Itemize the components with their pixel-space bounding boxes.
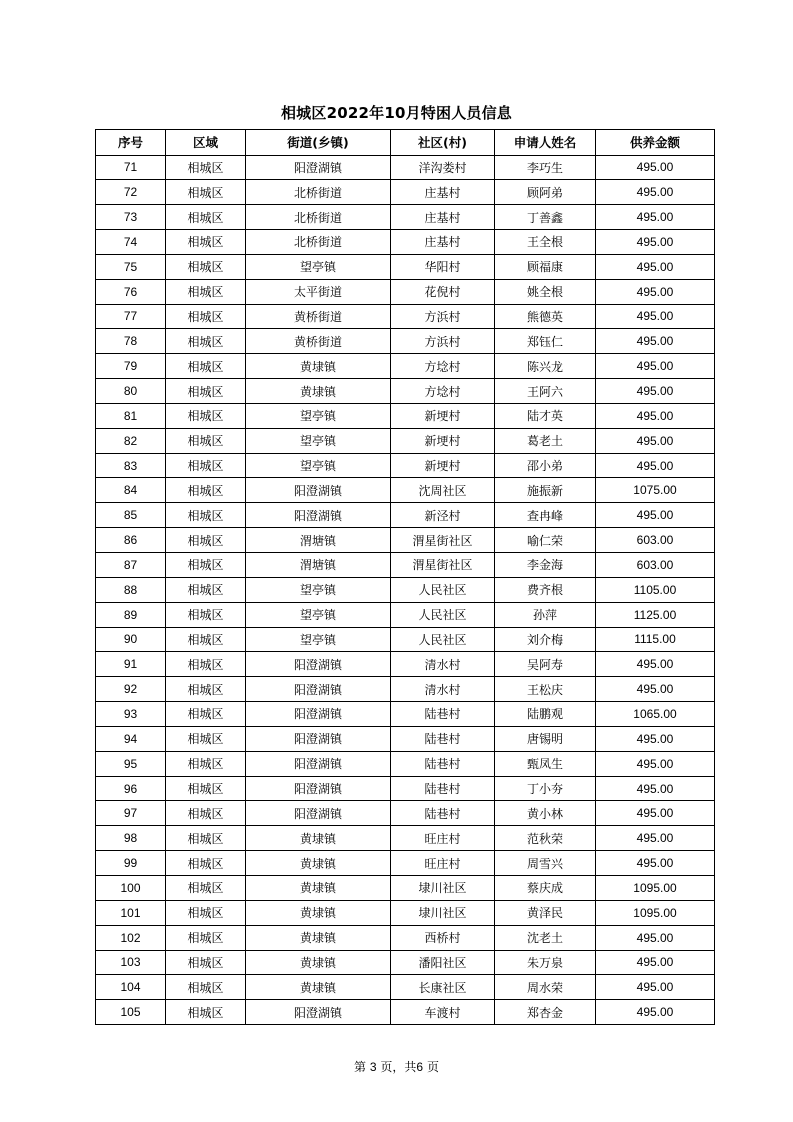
cell-street-town: 望亭镇	[246, 428, 391, 453]
cell-applicant-name: 顾福康	[495, 254, 596, 279]
cell-region: 相城区	[166, 553, 246, 578]
cell-street-town: 阳澄湖镇	[246, 503, 391, 528]
cell-applicant-name: 刘介梅	[495, 627, 596, 652]
cell-serial-number: 98	[96, 826, 166, 851]
cell-support-amount: 495.00	[596, 403, 715, 428]
cell-community-village: 洋沟娄村	[391, 155, 495, 180]
cell-community-village: 方浜村	[391, 329, 495, 354]
table-row	[96, 875, 715, 900]
table-row	[96, 627, 715, 652]
cell-region: 相城区	[166, 453, 246, 478]
cell-serial-number: 77	[96, 304, 166, 329]
cell-street-town: 阳澄湖镇	[246, 478, 391, 503]
cell-community-village: 陆巷村	[391, 702, 495, 727]
cell-applicant-name: 邵小弟	[495, 453, 596, 478]
cell-street-town: 渭塘镇	[246, 553, 391, 578]
cell-region: 相城区	[166, 702, 246, 727]
cell-community-village: 庄基村	[391, 180, 495, 205]
cell-street-town: 黄埭镇	[246, 354, 391, 379]
cell-serial-number: 89	[96, 602, 166, 627]
cell-serial-number: 102	[96, 925, 166, 950]
table-body	[96, 155, 715, 1025]
cell-community-village: 方埝村	[391, 379, 495, 404]
cell-support-amount: 495.00	[596, 453, 715, 478]
cell-region: 相城区	[166, 776, 246, 801]
table-row	[96, 652, 715, 677]
cell-support-amount: 1095.00	[596, 875, 715, 900]
cell-support-amount: 495.00	[596, 329, 715, 354]
cell-applicant-name: 唐锡明	[495, 726, 596, 751]
cell-applicant-name: 姚全根	[495, 279, 596, 304]
cell-street-town: 阳澄湖镇	[246, 776, 391, 801]
cell-region: 相城区	[166, 726, 246, 751]
cell-community-village: 车渡村	[391, 1000, 495, 1025]
cell-region: 相城区	[166, 602, 246, 627]
cell-applicant-name: 朱万泉	[495, 950, 596, 975]
cell-street-town: 阳澄湖镇	[246, 1000, 391, 1025]
cell-community-village: 花倪村	[391, 279, 495, 304]
cell-applicant-name: 陈兴龙	[495, 354, 596, 379]
cell-community-village: 陆巷村	[391, 776, 495, 801]
cell-support-amount: 495.00	[596, 950, 715, 975]
cell-community-village: 旺庄村	[391, 826, 495, 851]
table-row	[96, 801, 715, 826]
table-row	[96, 900, 715, 925]
cell-region: 相城区	[166, 379, 246, 404]
cell-community-village: 清水村	[391, 652, 495, 677]
cell-region: 相城区	[166, 403, 246, 428]
table-row	[96, 453, 715, 478]
table-row	[96, 702, 715, 727]
cell-support-amount: 495.00	[596, 379, 715, 404]
cell-support-amount: 495.00	[596, 826, 715, 851]
cell-community-village: 新埂村	[391, 453, 495, 478]
cell-community-village: 陆巷村	[391, 726, 495, 751]
cell-applicant-name: 陆鹏观	[495, 702, 596, 727]
cell-serial-number: 101	[96, 900, 166, 925]
cell-serial-number: 72	[96, 180, 166, 205]
cell-region: 相城区	[166, 329, 246, 354]
cell-applicant-name: 郑杏金	[495, 1000, 596, 1025]
personnel-table	[95, 129, 715, 1025]
header-community-village: 社区(村)	[391, 130, 495, 156]
cell-applicant-name: 丁小夯	[495, 776, 596, 801]
cell-serial-number: 100	[96, 875, 166, 900]
cell-street-town: 望亭镇	[246, 453, 391, 478]
cell-support-amount: 495.00	[596, 1000, 715, 1025]
cell-serial-number: 94	[96, 726, 166, 751]
cell-applicant-name: 吴阿寿	[495, 652, 596, 677]
cell-region: 相城区	[166, 677, 246, 702]
table-row	[96, 528, 715, 553]
cell-region: 相城区	[166, 950, 246, 975]
table-row	[96, 677, 715, 702]
table-row	[96, 776, 715, 801]
cell-street-town: 望亭镇	[246, 602, 391, 627]
cell-region: 相城区	[166, 851, 246, 876]
cell-region: 相城区	[166, 975, 246, 1000]
cell-street-town: 阳澄湖镇	[246, 726, 391, 751]
table-row	[96, 205, 715, 230]
cell-support-amount: 495.00	[596, 776, 715, 801]
cell-street-town: 北桥街道	[246, 205, 391, 230]
cell-region: 相城区	[166, 205, 246, 230]
table-row	[96, 726, 715, 751]
cell-community-village: 人民社区	[391, 602, 495, 627]
cell-street-town: 黄埭镇	[246, 975, 391, 1000]
table-row	[96, 577, 715, 602]
cell-support-amount: 1075.00	[596, 478, 715, 503]
cell-applicant-name: 周水荣	[495, 975, 596, 1000]
cell-serial-number: 105	[96, 1000, 166, 1025]
cell-street-town: 阳澄湖镇	[246, 652, 391, 677]
cell-community-village: 庄基村	[391, 205, 495, 230]
header-support-amount: 供养金额	[596, 130, 715, 156]
cell-serial-number: 75	[96, 254, 166, 279]
cell-community-village: 长康社区	[391, 975, 495, 1000]
cell-street-town: 望亭镇	[246, 577, 391, 602]
cell-applicant-name: 查冉峰	[495, 503, 596, 528]
table-row	[96, 503, 715, 528]
cell-support-amount: 1095.00	[596, 900, 715, 925]
cell-serial-number: 78	[96, 329, 166, 354]
cell-region: 相城区	[166, 354, 246, 379]
table-row	[96, 279, 715, 304]
cell-street-town: 渭塘镇	[246, 528, 391, 553]
cell-region: 相城区	[166, 875, 246, 900]
cell-community-village: 清水村	[391, 677, 495, 702]
cell-region: 相城区	[166, 900, 246, 925]
cell-serial-number: 76	[96, 279, 166, 304]
cell-applicant-name: 甄凤生	[495, 751, 596, 776]
cell-community-village: 渭星街社区	[391, 553, 495, 578]
footer-total-pages: 6	[416, 1060, 424, 1074]
cell-support-amount: 1125.00	[596, 602, 715, 627]
cell-serial-number: 90	[96, 627, 166, 652]
cell-support-amount: 495.00	[596, 279, 715, 304]
table-row	[96, 751, 715, 776]
cell-serial-number: 92	[96, 677, 166, 702]
table-row	[96, 826, 715, 851]
cell-support-amount: 495.00	[596, 851, 715, 876]
cell-street-town: 黄埭镇	[246, 925, 391, 950]
table-row	[96, 428, 715, 453]
cell-region: 相城区	[166, 751, 246, 776]
cell-serial-number: 84	[96, 478, 166, 503]
cell-community-village: 新埂村	[391, 428, 495, 453]
cell-applicant-name: 郑钰仁	[495, 329, 596, 354]
cell-street-town: 黄埭镇	[246, 851, 391, 876]
header-serial-number: 序号	[96, 130, 166, 156]
footer-page-number: 3	[369, 1060, 377, 1074]
cell-applicant-name: 黄小林	[495, 801, 596, 826]
table-row	[96, 379, 715, 404]
cell-region: 相城区	[166, 826, 246, 851]
cell-support-amount: 1065.00	[596, 702, 715, 727]
cell-region: 相城区	[166, 478, 246, 503]
cell-region: 相城区	[166, 304, 246, 329]
cell-support-amount: 495.00	[596, 751, 715, 776]
cell-applicant-name: 顾阿弟	[495, 180, 596, 205]
cell-support-amount: 495.00	[596, 155, 715, 180]
cell-serial-number: 80	[96, 379, 166, 404]
cell-region: 相城区	[166, 577, 246, 602]
cell-support-amount: 495.00	[596, 652, 715, 677]
cell-applicant-name: 喻仁荣	[495, 528, 596, 553]
cell-street-town: 黄桥街道	[246, 329, 391, 354]
cell-community-village: 方浜村	[391, 304, 495, 329]
cell-serial-number: 97	[96, 801, 166, 826]
cell-community-village: 埭川社区	[391, 875, 495, 900]
cell-region: 相城区	[166, 279, 246, 304]
footer-prefix: 第	[354, 1060, 367, 1074]
table-row	[96, 925, 715, 950]
table-row	[96, 1000, 715, 1025]
cell-street-town: 望亭镇	[246, 254, 391, 279]
cell-serial-number: 71	[96, 155, 166, 180]
cell-region: 相城区	[166, 155, 246, 180]
cell-community-village: 西桥村	[391, 925, 495, 950]
cell-support-amount: 495.00	[596, 726, 715, 751]
cell-community-village: 庄基村	[391, 230, 495, 255]
cell-serial-number: 81	[96, 403, 166, 428]
cell-serial-number: 86	[96, 528, 166, 553]
page-footer	[0, 1058, 793, 1075]
table-row	[96, 478, 715, 503]
cell-region: 相城区	[166, 627, 246, 652]
cell-applicant-name: 陆才英	[495, 403, 596, 428]
table-row	[96, 602, 715, 627]
cell-serial-number: 73	[96, 205, 166, 230]
cell-serial-number: 96	[96, 776, 166, 801]
table-row	[96, 254, 715, 279]
cell-applicant-name: 王阿六	[495, 379, 596, 404]
footer-suffix: 页	[426, 1060, 439, 1074]
cell-community-village: 新埂村	[391, 403, 495, 428]
table-row	[96, 230, 715, 255]
cell-support-amount: 495.00	[596, 354, 715, 379]
cell-support-amount: 603.00	[596, 528, 715, 553]
cell-street-town: 北桥街道	[246, 230, 391, 255]
table-row	[96, 155, 715, 180]
cell-region: 相城区	[166, 652, 246, 677]
header-applicant-name: 申请人姓名	[495, 130, 596, 156]
cell-support-amount: 495.00	[596, 180, 715, 205]
cell-applicant-name: 施振新	[495, 478, 596, 503]
cell-region: 相城区	[166, 528, 246, 553]
cell-community-village: 华阳村	[391, 254, 495, 279]
cell-applicant-name: 王全根	[495, 230, 596, 255]
cell-applicant-name: 葛老土	[495, 428, 596, 453]
cell-community-village: 渭星街社区	[391, 528, 495, 553]
cell-region: 相城区	[166, 1000, 246, 1025]
cell-applicant-name: 丁善鑫	[495, 205, 596, 230]
cell-street-town: 黄埭镇	[246, 875, 391, 900]
table-row	[96, 975, 715, 1000]
cell-support-amount: 495.00	[596, 925, 715, 950]
cell-support-amount: 495.00	[596, 677, 715, 702]
cell-street-town: 黄埭镇	[246, 900, 391, 925]
cell-community-village: 陆巷村	[391, 751, 495, 776]
cell-region: 相城区	[166, 254, 246, 279]
cell-applicant-name: 沈老土	[495, 925, 596, 950]
cell-street-town: 阳澄湖镇	[246, 751, 391, 776]
cell-serial-number: 82	[96, 428, 166, 453]
cell-community-village: 陆巷村	[391, 801, 495, 826]
cell-support-amount: 495.00	[596, 230, 715, 255]
cell-community-village: 人民社区	[391, 577, 495, 602]
cell-support-amount: 495.00	[596, 254, 715, 279]
cell-support-amount: 495.00	[596, 975, 715, 1000]
cell-region: 相城区	[166, 180, 246, 205]
cell-serial-number: 85	[96, 503, 166, 528]
cell-community-village: 人民社区	[391, 627, 495, 652]
cell-serial-number: 74	[96, 230, 166, 255]
table-header-row	[96, 130, 715, 156]
cell-applicant-name: 熊德英	[495, 304, 596, 329]
cell-applicant-name: 周雪兴	[495, 851, 596, 876]
cell-support-amount: 495.00	[596, 428, 715, 453]
cell-street-town: 阳澄湖镇	[246, 702, 391, 727]
cell-serial-number: 95	[96, 751, 166, 776]
cell-serial-number: 103	[96, 950, 166, 975]
cell-applicant-name: 范秋荣	[495, 826, 596, 851]
cell-street-town: 北桥街道	[246, 180, 391, 205]
cell-applicant-name: 蔡庆成	[495, 875, 596, 900]
cell-street-town: 阳澄湖镇	[246, 801, 391, 826]
cell-serial-number: 88	[96, 577, 166, 602]
cell-street-town: 太平街道	[246, 279, 391, 304]
cell-community-village: 沈周社区	[391, 478, 495, 503]
cell-support-amount: 495.00	[596, 801, 715, 826]
cell-support-amount: 1115.00	[596, 627, 715, 652]
cell-community-village: 方埝村	[391, 354, 495, 379]
cell-applicant-name: 孙萍	[495, 602, 596, 627]
cell-street-town: 黄埭镇	[246, 950, 391, 975]
cell-street-town: 黄埭镇	[246, 379, 391, 404]
document-title: 相城区2022年10月特困人员信息	[280, 104, 513, 122]
cell-serial-number: 99	[96, 851, 166, 876]
table-row	[96, 180, 715, 205]
cell-applicant-name: 黄泽民	[495, 900, 596, 925]
table-row	[96, 553, 715, 578]
cell-community-village: 新泾村	[391, 503, 495, 528]
cell-community-village: 潘阳社区	[391, 950, 495, 975]
table-row	[96, 851, 715, 876]
cell-applicant-name: 李金海	[495, 553, 596, 578]
table-row	[96, 304, 715, 329]
header-region: 区域	[166, 130, 246, 156]
cell-serial-number: 83	[96, 453, 166, 478]
cell-support-amount: 495.00	[596, 205, 715, 230]
cell-region: 相城区	[166, 503, 246, 528]
cell-serial-number: 87	[96, 553, 166, 578]
table-row	[96, 329, 715, 354]
cell-support-amount: 495.00	[596, 503, 715, 528]
cell-community-village: 埭川社区	[391, 900, 495, 925]
cell-support-amount: 603.00	[596, 553, 715, 578]
cell-street-town: 黄桥街道	[246, 304, 391, 329]
cell-region: 相城区	[166, 428, 246, 453]
cell-support-amount: 1105.00	[596, 577, 715, 602]
cell-community-village: 旺庄村	[391, 851, 495, 876]
table-row	[96, 403, 715, 428]
cell-region: 相城区	[166, 801, 246, 826]
cell-region: 相城区	[166, 925, 246, 950]
cell-street-town: 望亭镇	[246, 403, 391, 428]
cell-support-amount: 495.00	[596, 304, 715, 329]
table-row	[96, 950, 715, 975]
cell-street-town: 阳澄湖镇	[246, 155, 391, 180]
cell-serial-number: 91	[96, 652, 166, 677]
footer-middle: 页，共	[380, 1060, 417, 1074]
cell-street-town: 望亭镇	[246, 627, 391, 652]
cell-applicant-name: 王松庆	[495, 677, 596, 702]
header-street-town: 街道(乡镇)	[246, 130, 391, 156]
cell-applicant-name: 李巧生	[495, 155, 596, 180]
cell-serial-number: 104	[96, 975, 166, 1000]
cell-serial-number: 93	[96, 702, 166, 727]
cell-street-town: 阳澄湖镇	[246, 677, 391, 702]
table-row	[96, 354, 715, 379]
cell-street-town: 黄埭镇	[246, 826, 391, 851]
cell-serial-number: 79	[96, 354, 166, 379]
cell-region: 相城区	[166, 230, 246, 255]
cell-applicant-name: 费齐根	[495, 577, 596, 602]
